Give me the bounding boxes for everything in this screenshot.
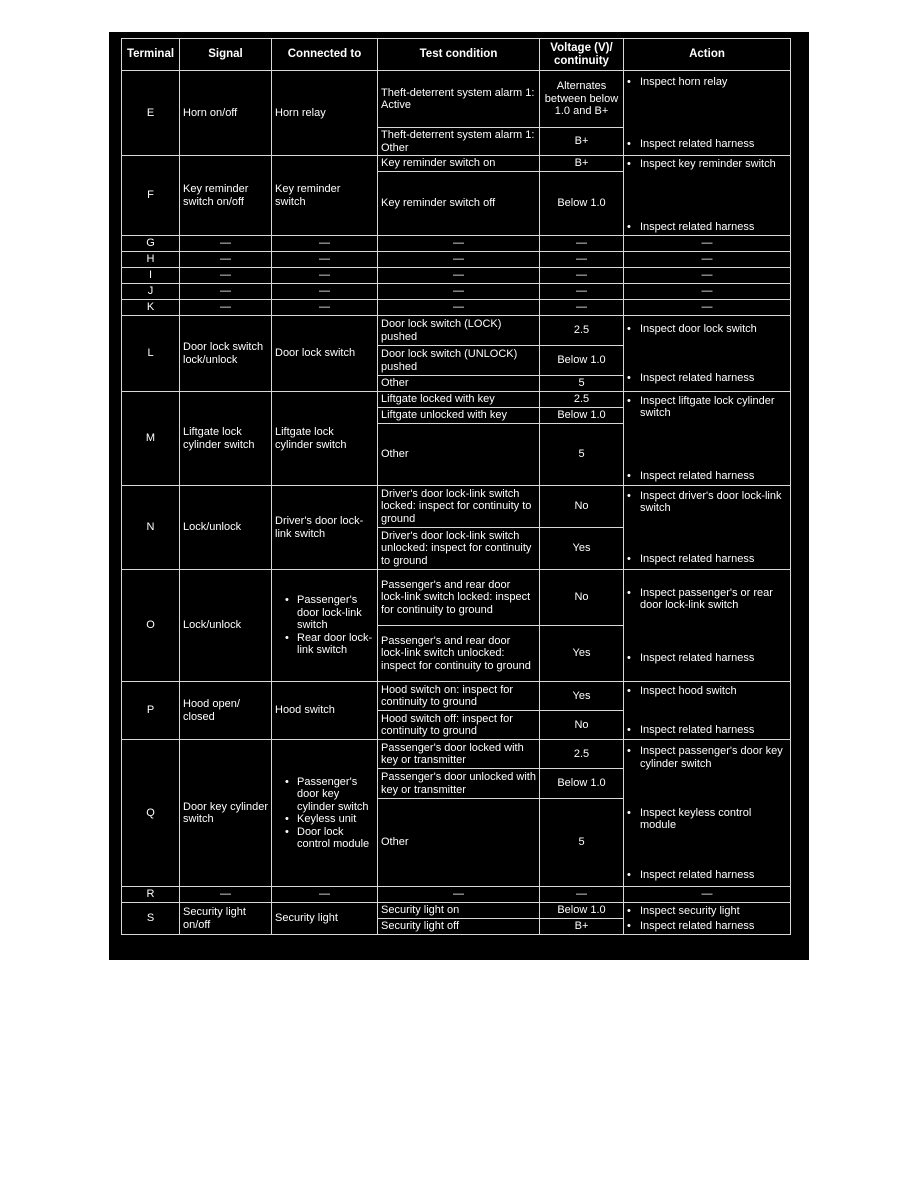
action-item [627,724,787,737]
connected-text: Passenger's door lock-link switch [297,594,362,632]
empty-cell: — [272,236,378,252]
empty-cell: — [624,284,791,300]
voltage-cell: Below 1.0 [540,903,624,919]
bullet-icon: • [627,652,631,664]
table-row [122,236,791,252]
signal-cell: Security light on/off [180,903,272,935]
table-row [122,71,791,128]
action-text: Inspect key reminder switch [640,157,776,170]
action-item [627,587,787,612]
terminal-cell: L [122,316,180,392]
empty-cell: — [378,252,540,268]
voltage-cell: B+ [540,128,624,156]
empty-cell: — [378,236,540,252]
empty-cell: — [180,284,272,300]
terminal-cell: R [122,887,180,903]
test-condition-cell: Hood switch on: inspect for continuity to ground [378,682,540,711]
action-text: Inspect related harness [640,372,755,384]
bullet-icon: • [285,813,289,825]
voltage-cell: Below 1.0 [540,408,624,424]
connected-to-cell: Key reminder switch [272,156,378,236]
action-cell [624,392,791,486]
connected-item [285,776,374,814]
voltage-cell: Yes [540,528,624,570]
voltage-cell: 5 [540,799,624,887]
bullet-icon: • [285,825,289,838]
voltage-cell: Yes [540,682,624,711]
test-condition-cell: Driver's door lock-link switch locked: inspect for continuity to ground [378,486,540,528]
signal-cell: Horn on/off [180,71,272,156]
voltage-cell: B+ [540,919,624,935]
connected-to-cell [272,570,378,682]
test-condition-cell: Other [378,799,540,887]
signal-cell: Liftgate lock cylinder switch [180,392,272,486]
action-text: Inspect related harness [640,221,755,233]
voltage-cell: No [540,711,624,740]
action-cell [624,156,791,236]
action-text: Inspect passenger's or rear door lock-link switch [640,586,773,611]
action-cell [624,570,791,682]
test-condition-cell: Liftgate locked with key [378,392,540,408]
action-cell [624,71,791,156]
action-text: Inspect passenger's door key cylinder switch [640,745,783,770]
test-condition-cell: Passenger's door locked with key or transmitter [378,740,540,769]
action-cell [624,316,791,392]
empty-cell: — [272,887,378,903]
action-item [627,470,787,483]
bullet-icon: • [627,221,631,233]
voltage-cell: 5 [540,424,624,486]
bullet-icon: • [627,553,631,565]
action-text: Inspect related harness [640,920,755,932]
signal-cell: Door key cylinder switch [180,740,272,887]
empty-cell: — [540,300,624,316]
action-cell [624,486,791,570]
table-row [122,486,791,528]
bullet-icon: • [627,394,631,407]
empty-cell: — [540,236,624,252]
action-text: Inspect related harness [640,137,755,150]
terminal-cell: G [122,236,180,252]
bullet-icon: • [627,806,631,819]
terminal-cell: Q [122,740,180,887]
bullet-icon: • [627,372,631,384]
empty-cell: — [378,268,540,284]
empty-cell: — [180,300,272,316]
action-text: Inspect related harness [640,652,755,664]
test-condition-cell: Passenger's door unlocked with key or transmitter [378,769,540,799]
bullet-icon: • [627,137,631,150]
table-row [122,268,791,284]
bullet-icon: • [285,631,289,644]
bullet-icon: • [285,775,289,788]
action-cell [624,682,791,740]
connected-text: Door lock control module [297,825,370,850]
action-item [627,745,787,770]
action-text: Inspect driver's door lock-link switch [640,489,782,514]
bullet-icon: • [627,470,631,482]
connected-text: Rear door lock-link switch [297,631,373,657]
action-text: Inspect related harness [640,470,755,482]
action-cell [624,740,791,887]
action-item [627,490,787,515]
empty-cell: — [272,300,378,316]
voltage-cell: Below 1.0 [540,346,624,376]
empty-cell: — [624,252,791,268]
empty-cell: — [272,268,378,284]
voltage-cell: No [540,570,624,626]
action-text: Inspect related harness [640,868,755,881]
connected-to-cell: Hood switch [272,682,378,740]
signal-cell: Door lock switch lock/unlock [180,316,272,392]
empty-cell: — [378,887,540,903]
voltage-cell: Yes [540,626,624,682]
action-item [627,920,787,933]
test-condition-cell: Hood switch off: inspect for continuity to ground [378,711,540,740]
connected-item [285,826,374,851]
action-text: Inspect related harness [640,553,755,565]
action-text: Inspect door lock switch [640,322,757,335]
voltage-cell: 2.5 [540,316,624,346]
action-item [627,395,787,420]
bullet-icon: • [627,745,631,757]
header-terminal: Terminal [122,39,180,71]
bullet-icon: • [627,904,631,917]
test-condition-cell: Theft-deterrent system alarm 1: Active [378,71,540,128]
empty-cell: — [540,284,624,300]
action-text: Inspect liftgate lock cylinder switch [640,394,775,419]
action-item [627,138,787,151]
voltage-cell: 5 [540,376,624,392]
bullet-icon: • [285,594,289,607]
voltage-cell: Below 1.0 [540,172,624,236]
bullet-icon: • [627,157,631,170]
header-signal: Signal [180,39,272,71]
test-condition-cell: Liftgate unlocked with key [378,408,540,424]
bullet-icon: • [627,684,631,697]
header-action: Action [624,39,791,71]
action-text: Inspect security light [640,904,740,917]
action-item [627,905,787,918]
empty-cell: — [624,300,791,316]
bullet-icon: • [627,76,631,88]
signal-cell: Hood open/ closed [180,682,272,740]
action-item [627,652,787,665]
action-text: Inspect related harness [640,724,755,736]
connected-text: Keyless unit [297,813,357,825]
table-row [122,316,791,346]
connected-item [285,632,374,657]
connected-text: Passenger's door key cylinder switch [297,775,369,813]
table-row [122,887,791,903]
action-item [627,372,787,385]
header-voltage-continuity: Voltage (V)/ continuity [540,39,624,71]
empty-cell: — [180,887,272,903]
table-row [122,284,791,300]
connected-to-cell: Door lock switch [272,316,378,392]
table-row [122,740,791,769]
signal-cell: Lock/unlock [180,570,272,682]
action-item [627,807,787,832]
terminal-cell: F [122,156,180,236]
table-row [122,570,791,626]
connected-to-cell [272,740,378,887]
terminal-cell: E [122,71,180,156]
terminal-cell: P [122,682,180,740]
voltage-cell: No [540,486,624,528]
signal-cell: Key reminder switch on/off [180,156,272,236]
action-text: Inspect hood switch [640,684,737,697]
test-condition-cell: Security light on [378,903,540,919]
voltage-cell: B+ [540,156,624,172]
empty-cell: — [540,268,624,284]
test-condition-cell: Door lock switch (LOCK) pushed [378,316,540,346]
terminal-cell: K [122,300,180,316]
empty-cell: — [624,268,791,284]
table-row [122,682,791,711]
connected-to-cell: Security light [272,903,378,935]
action-item [627,553,787,566]
test-condition-cell: Other [378,424,540,486]
table-row [122,156,791,172]
action-item [627,158,787,171]
header-test-condition: Test condition [378,39,540,71]
empty-cell: — [180,252,272,268]
bullet-icon: • [627,586,631,599]
action-text: Inspect keyless control module [640,806,752,832]
table-row [122,252,791,268]
voltage-cell: 2.5 [540,740,624,769]
bullet-icon: • [627,920,631,932]
connected-to-cell: Liftgate lock cylinder switch [272,392,378,486]
connected-item [285,594,374,632]
test-condition-cell: Key reminder switch off [378,172,540,236]
terminal-cell: H [122,252,180,268]
terminal-cell: S [122,903,180,935]
table-row [122,903,791,919]
bullet-icon: • [627,868,631,881]
action-item [627,869,787,882]
terminal-cell: O [122,570,180,682]
empty-cell: — [540,252,624,268]
table-row [122,300,791,316]
test-condition-cell: Other [378,376,540,392]
test-condition-cell: Passenger's and rear door lock-link switch locked: inspect for continuity to ground [378,570,540,626]
empty-cell: — [180,268,272,284]
connected-item [285,813,374,826]
test-condition-cell: Driver's door lock-link switch unlocked: inspect for continuity to ground [378,528,540,570]
terminal-cell: M [122,392,180,486]
empty-cell: — [378,284,540,300]
empty-cell: — [272,252,378,268]
signal-cell: Lock/unlock [180,486,272,570]
table-row [122,392,791,408]
bullet-icon: • [627,489,631,502]
voltage-cell: 2.5 [540,392,624,408]
empty-cell: — [378,300,540,316]
voltage-cell: Below 1.0 [540,769,624,799]
empty-cell: — [624,887,791,903]
connected-to-cell: Horn relay [272,71,378,156]
test-condition-cell: Passenger's and rear door lock-link switch unlocked: inspect for continuity to ground [378,626,540,682]
terminal-cell: N [122,486,180,570]
empty-cell: — [272,284,378,300]
action-item [627,685,787,698]
action-text: Inspect horn relay [640,76,728,88]
test-condition-cell: Theft-deterrent system alarm 1: Other [378,128,540,156]
header-row [122,39,791,71]
terminal-inspection-table [121,38,791,935]
bullet-icon: • [627,724,631,736]
action-item [627,323,787,336]
action-item [627,76,787,89]
header-connected-to: Connected to [272,39,378,71]
test-condition-cell: Key reminder switch on [378,156,540,172]
inspection-table-sheet [109,32,809,960]
bullet-icon: • [627,322,631,335]
empty-cell: — [540,887,624,903]
action-item [627,221,787,234]
connected-to-cell: Driver's door lock-link switch [272,486,378,570]
terminal-cell: J [122,284,180,300]
terminal-cell: I [122,268,180,284]
voltage-cell: Alternates between below 1.0 and B+ [540,71,624,128]
empty-cell: — [624,236,791,252]
empty-cell: — [180,236,272,252]
test-condition-cell: Door lock switch (UNLOCK) pushed [378,346,540,376]
action-cell [624,903,791,935]
test-condition-cell: Security light off [378,919,540,935]
